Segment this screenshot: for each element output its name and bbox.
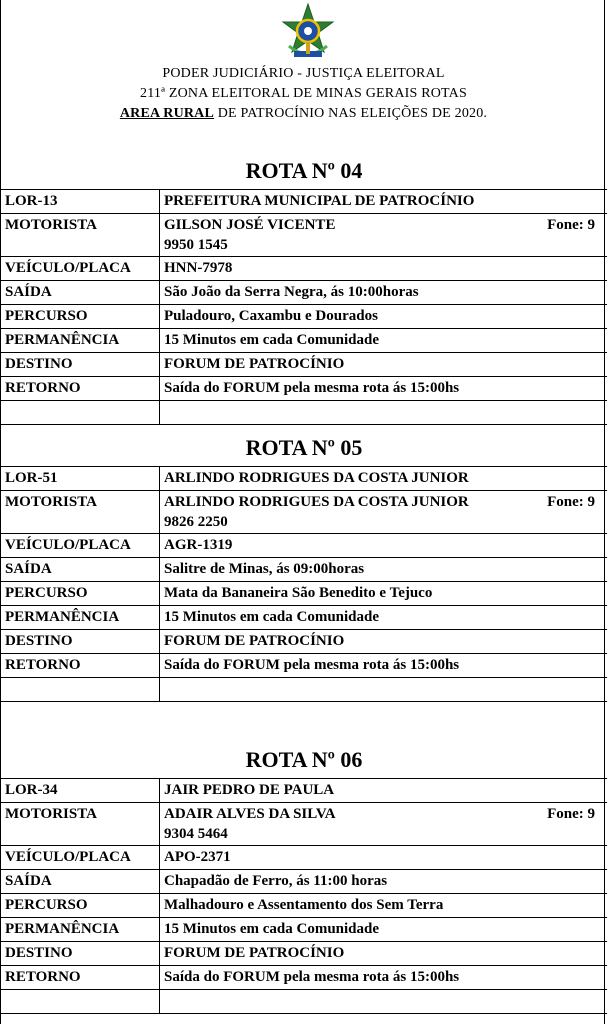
destino-value: FORUM DE PATROCÍNIO: [160, 630, 607, 654]
saida-label: SAÍDA: [1, 870, 160, 894]
lor-label: LOR-34: [1, 779, 160, 803]
permanencia-label: PERMANÊNCIA: [1, 918, 160, 942]
empty-cell: [160, 401, 607, 425]
header-line-3-rest: DE PATROCÍNIO NAS ELEIÇÕES DE 2020.: [214, 106, 488, 121]
lor-label: LOR-13: [1, 190, 160, 214]
lor-value: PREFEITURA MUNICIPAL DE PATROCÍNIO: [160, 190, 607, 214]
veiculo-value: APO-2371: [160, 846, 607, 870]
veiculo-value: HNN-7978: [160, 257, 607, 281]
destino-label: DESTINO: [1, 630, 160, 654]
saida-value: Salitre de Minas, ás 09:00horas: [160, 558, 607, 582]
permanencia-value: 15 Minutos em cada Comunidade: [160, 329, 607, 353]
header-line-3: [0, 106, 607, 122]
percurso-value: Puladouro, Caxambu e Dourados: [160, 305, 607, 329]
header-line-2: 211ª ZONA ELEITORAL DE MINAS GERAIS ROTAS: [140, 86, 467, 101]
motorista-fone: Fone: 9: [547, 217, 595, 233]
empty-cell: [160, 678, 607, 702]
saida-label: SAÍDA: [1, 281, 160, 305]
saida-label: SAÍDA: [1, 558, 160, 582]
rota-04-table: [0, 153, 607, 425]
motorista-name: ADAIR ALVES DA SILVA: [164, 806, 336, 822]
destino-value: FORUM DE PATROCÍNIO: [160, 353, 607, 377]
motorista-fone-number: 9950 1545: [164, 237, 228, 253]
rota-title: ROTA Nº 05: [1, 430, 607, 467]
destino-value: FORUM DE PATROCÍNIO: [160, 942, 607, 966]
saida-value: São João da Serra Negra, ás 10:00horas: [160, 281, 607, 305]
retorno-label: RETORNO: [1, 377, 160, 401]
retorno-value: Saída do FORUM pela mesma rota ás 15:00hs: [160, 654, 607, 678]
rota-title: ROTA Nº 04: [1, 153, 607, 190]
motorista-value: [160, 214, 607, 257]
motorista-value: [160, 491, 607, 534]
header-area-rural: AREA RURAL: [119, 106, 215, 121]
destino-label: DESTINO: [1, 942, 160, 966]
motorista-fone: Fone: 9: [547, 806, 595, 822]
veiculo-label: VEÍCULO/PLACA: [1, 534, 160, 558]
permanencia-label: PERMANÊNCIA: [1, 329, 160, 353]
motorista-value: [160, 803, 607, 846]
motorista-fone: Fone: 9: [547, 494, 595, 510]
veiculo-label: VEÍCULO/PLACA: [1, 257, 160, 281]
retorno-label: RETORNO: [1, 654, 160, 678]
retorno-label: RETORNO: [1, 966, 160, 990]
permanencia-value: 15 Minutos em cada Comunidade: [160, 918, 607, 942]
percurso-value: Mata da Bananeira São Benedito e Tejuco: [160, 582, 607, 606]
empty-cell: [1, 678, 160, 702]
rota-title: ROTA Nº 06: [1, 742, 607, 779]
motorista-label: MOTORISTA: [1, 803, 160, 846]
document-header: [0, 0, 607, 160]
rota-05-table: [0, 430, 607, 702]
percurso-label: PERCURSO: [1, 582, 160, 606]
empty-cell: [160, 990, 607, 1014]
veiculo-label: VEÍCULO/PLACA: [1, 846, 160, 870]
empty-cell: [1, 401, 160, 425]
motorista-label: MOTORISTA: [1, 214, 160, 257]
percurso-value: Malhadouro e Assentamento dos Sem Terra: [160, 894, 607, 918]
percurso-label: PERCURSO: [1, 305, 160, 329]
lor-value: JAIR PEDRO DE PAULA: [160, 779, 607, 803]
destino-label: DESTINO: [1, 353, 160, 377]
permanencia-value: 15 Minutos em cada Comunidade: [160, 606, 607, 630]
veiculo-value: AGR-1319: [160, 534, 607, 558]
retorno-value: Saída do FORUM pela mesma rota ás 15:00hs: [160, 377, 607, 401]
permanencia-label: PERMANÊNCIA: [1, 606, 160, 630]
motorista-fone-number: 9304 5464: [164, 826, 228, 842]
motorista-fone-number: 9826 2250: [164, 514, 228, 530]
lor-label: LOR-51: [1, 467, 160, 491]
lor-value: ARLINDO RODRIGUES DA COSTA JUNIOR: [160, 467, 607, 491]
header-line-1: PODER JUDICIÁRIO - JUSTIÇA ELEITORAL: [162, 66, 445, 81]
percurso-label: PERCURSO: [1, 894, 160, 918]
rota-06-table: [0, 742, 607, 1014]
saida-value: Chapadão de Ferro, ás 11:00 horas: [160, 870, 607, 894]
empty-cell: [1, 990, 160, 1014]
motorista-label: MOTORISTA: [1, 491, 160, 534]
retorno-value: Saída do FORUM pela mesma rota ás 15:00hs: [160, 966, 607, 990]
motorista-name: GILSON JOSÉ VICENTE: [164, 217, 336, 233]
brazil-coat-of-arms-icon: [277, 2, 339, 64]
motorista-name: ARLINDO RODRIGUES DA COSTA JUNIOR: [164, 494, 469, 510]
